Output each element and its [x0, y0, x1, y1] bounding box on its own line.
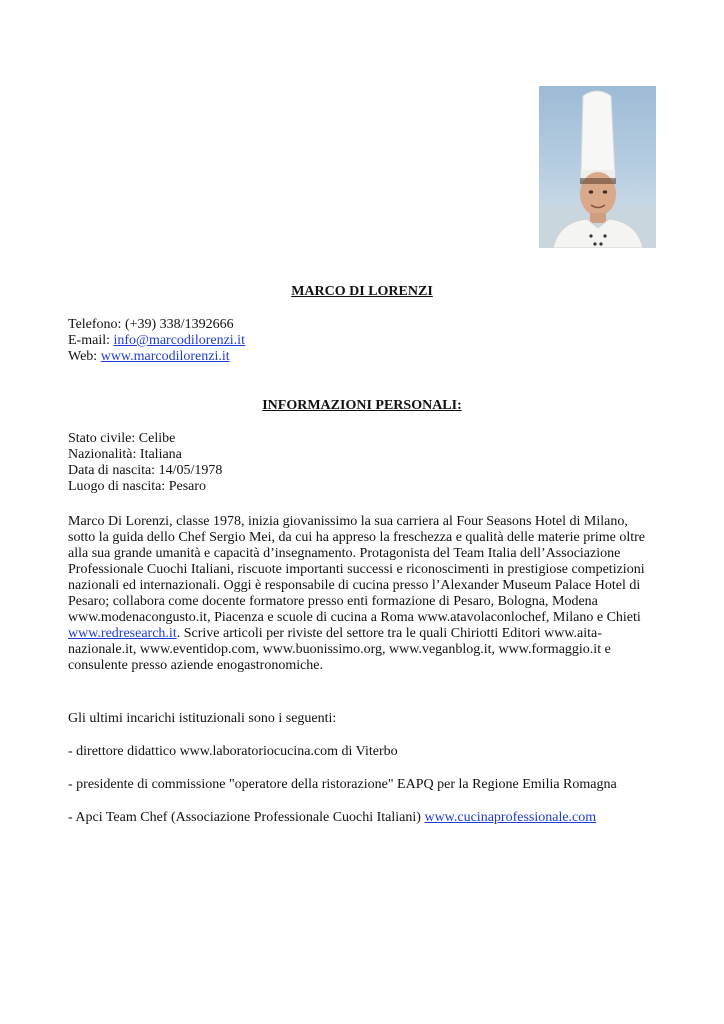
bio-line: www.modenacongusto.it, Piacenza e scuole di cucina a Roma www.atavolaconlochef, Milano e Chieti: [68, 610, 641, 625]
chef-portrait-icon: [539, 86, 656, 248]
personal-info-heading: INFORMAZIONI PERSONALI:: [262, 398, 462, 413]
phone-line: [68, 317, 648, 333]
bio-line: nazionale.it, www.eventidop.com, www.buonissimo.org, www.veganblog.it, www.formaggio.it e: [68, 642, 611, 657]
bio-line: Marco Di Lorenzi, classe 1978, inizia giovanissimo la sua carriera al Four Seasons Hotel di Milano,: [68, 514, 628, 529]
roles-intro: Gli ultimi incarichi istituzionali sono i seguenti:: [68, 711, 337, 726]
web-link[interactable]: www.marcodilorenzi.it: [100, 349, 230, 364]
redresearch-link[interactable]: www.redresearch.it: [68, 626, 177, 641]
web-line: [68, 349, 648, 365]
role-item: - direttore didattico www.laboratoriocucina.com di Viterbo: [68, 744, 398, 759]
bio-line: consulente presso aziende enogastronomiche.: [68, 658, 324, 673]
bio-line: nazionali ed internazionali. Oggi è responsabile di cucina presso l’Alexander Museum Palace Hotel di: [68, 578, 641, 593]
bio-line: alla sua grande umanità e capacità d’insegnamento. Protagonista del Team Italia dell’Associazione: [68, 546, 621, 561]
email-link[interactable]: info@marcodilorenzi.it: [113, 333, 245, 348]
chef-portrait-photo: [539, 86, 656, 248]
role-item-text: - Apci Team Chef (Associazione Professionale Cuochi Italiani): [68, 810, 425, 825]
birth-place: Luogo di nascita: Pesaro: [68, 479, 207, 494]
role-item: - presidente di commissione "operatore della ristorazione" EAPQ per la Regione Emilia Romagna: [68, 777, 617, 792]
bio-line-rest: . Scrive articoli per riviste del settore tra le quali Chiriotti Editori www.aita-: [176, 626, 602, 641]
email-line: [68, 333, 648, 349]
bio-paragraph: [68, 514, 648, 674]
personal-info-block: [68, 431, 648, 495]
birth-date: Data di nascita: 14/05/1978: [68, 463, 223, 478]
nationality: Nazionalità: Italiana: [68, 447, 182, 462]
cucinaprofessionale-link[interactable]: www.cucinaprofessionale.com: [424, 810, 597, 825]
bio-line: Pesaro; collabora come docente formatore presso enti formazione di Pesaro, Bologna, Modena: [68, 594, 598, 609]
person-name-title: MARCO DI LORENZI: [291, 284, 433, 299]
bio-line: [68, 626, 648, 642]
bio-line: sotto la guida dello Chef Sergio Mei, da cui ha appreso la freschezza e qualità delle materie prime oltre: [68, 530, 646, 545]
email-label: E-mail:: [68, 333, 110, 348]
phone-value: (+39) 338/1392666: [124, 317, 234, 332]
marital-status: Stato civile: Celibe: [68, 431, 176, 446]
bio-line: Professionale Cuochi Italiani, riscuote importanti successi e riconoscimenti in prestigiose competizioni: [68, 562, 645, 577]
contact-block: [68, 317, 648, 365]
phone-label: Telefono:: [68, 317, 122, 332]
web-label: Web:: [68, 349, 98, 364]
role-item: [68, 810, 648, 826]
